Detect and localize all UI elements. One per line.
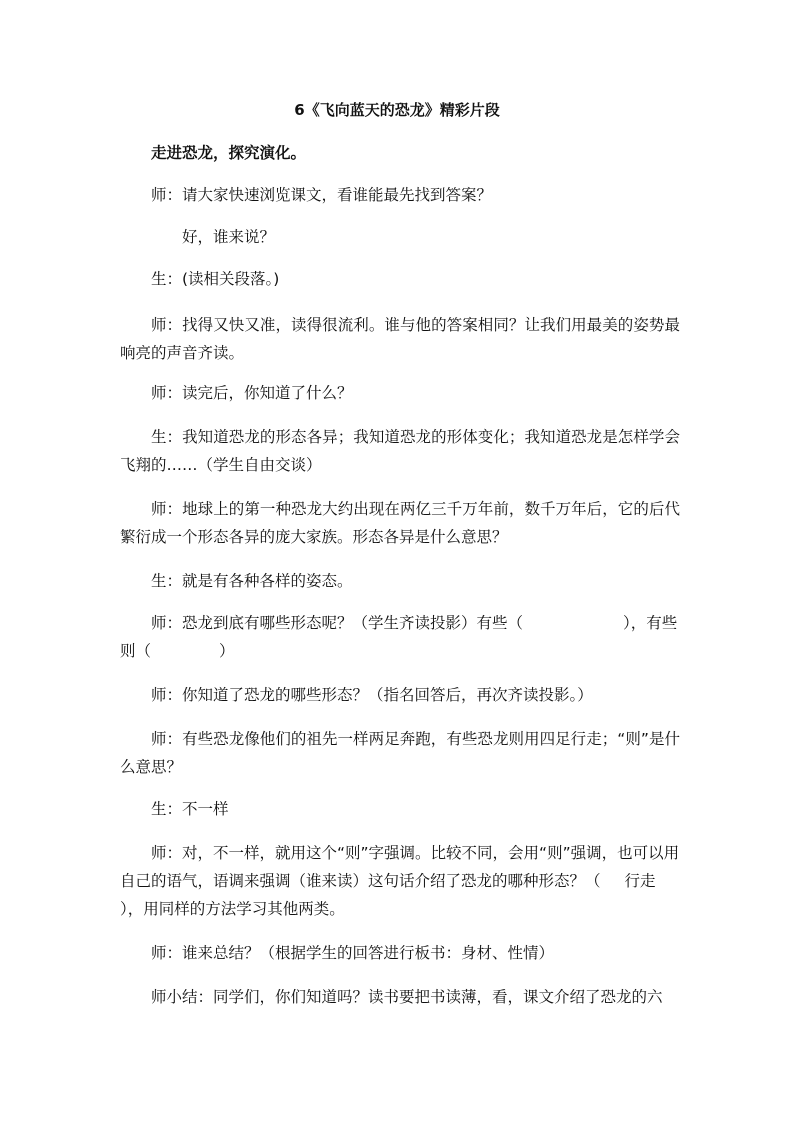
paragraph-teacher-ze-meaning: 师：有些恐龙像他们的祖先一样两足奔跑，有些恐龙则用四足行走；“则”是什么意思？	[120, 730, 680, 776]
paragraph-teacher-forms-blank	[120, 609, 680, 665]
blank-text-part1: 师：恐龙到底有哪些形态呢？（学生齐读投影）有些（	[151, 614, 524, 632]
paragraph-student-answers: 生：我知道恐龙的形态各异；我知道恐龙的形体变化；我知道恐龙是怎样学会飞翔的……（学生自由交谈）	[120, 428, 680, 474]
paragraph-teacher-praise: 师：找得又快又准，读得很流利。谁与他的答案相同？让我们用最美的姿势最响亮的声音齐读。	[120, 316, 680, 362]
paragraph-teacher-summary: 师：谁来总结？（根据学生的回答进行板书：身材、性情）	[151, 944, 555, 962]
blank-b-text-part2: 行走	[624, 872, 656, 890]
paragraph-teacher-which-forms: 师：你知道了恐龙的哪些形态？（指名回答后，再次齐读投影。）	[151, 686, 593, 704]
paragraph-teacher-conclusion: 师小结：同学们，你们知道吗？读书要把书读薄，看，课文介绍了恐龙的六	[151, 988, 663, 1006]
paragraph-who-says: 好，谁来说？	[182, 228, 276, 246]
paragraph-student-read: 生：(读相关段落。)	[151, 270, 280, 288]
paragraph-teacher-browse: 师：请大家快速浏览课文，看谁能最先找到答案？	[151, 186, 493, 204]
blank-b-text-part1: 师：对，不一样，就用这个“则”字强调。比较不同，会用“则”强调，也可以用自己的语气，语调来强调（谁来读）这句话介绍了恐龙的哪种形态？（	[120, 844, 680, 890]
paragraph-teacher-emphasis-blank	[120, 839, 680, 923]
blank-text-part2: ），有些则（	[120, 614, 678, 660]
blank-text-part3: ）	[219, 642, 235, 660]
paragraph-teacher-dinosaur-origin: 师：地球上的第一种恐龙大约出现在两亿三千万年前，数千万年后，它的后代繁衍成一个形态各异的庞大家族。形态各异是什么意思？	[120, 500, 680, 546]
blank-b-text-part3: ），用同样的方法学习其他两类。	[120, 900, 345, 918]
paragraph-teacher-question: 师：读完后，你知道了什么？	[151, 384, 353, 402]
paragraph-student-meaning: 生：就是有各种各样的姿态。	[151, 572, 353, 590]
section-heading: 走进恐龙，探究演化。	[151, 144, 307, 162]
document-title: 6《飞向蓝天的恐龙》精彩片段	[294, 101, 500, 119]
paragraph-student-different: 生：不一样	[151, 800, 229, 818]
